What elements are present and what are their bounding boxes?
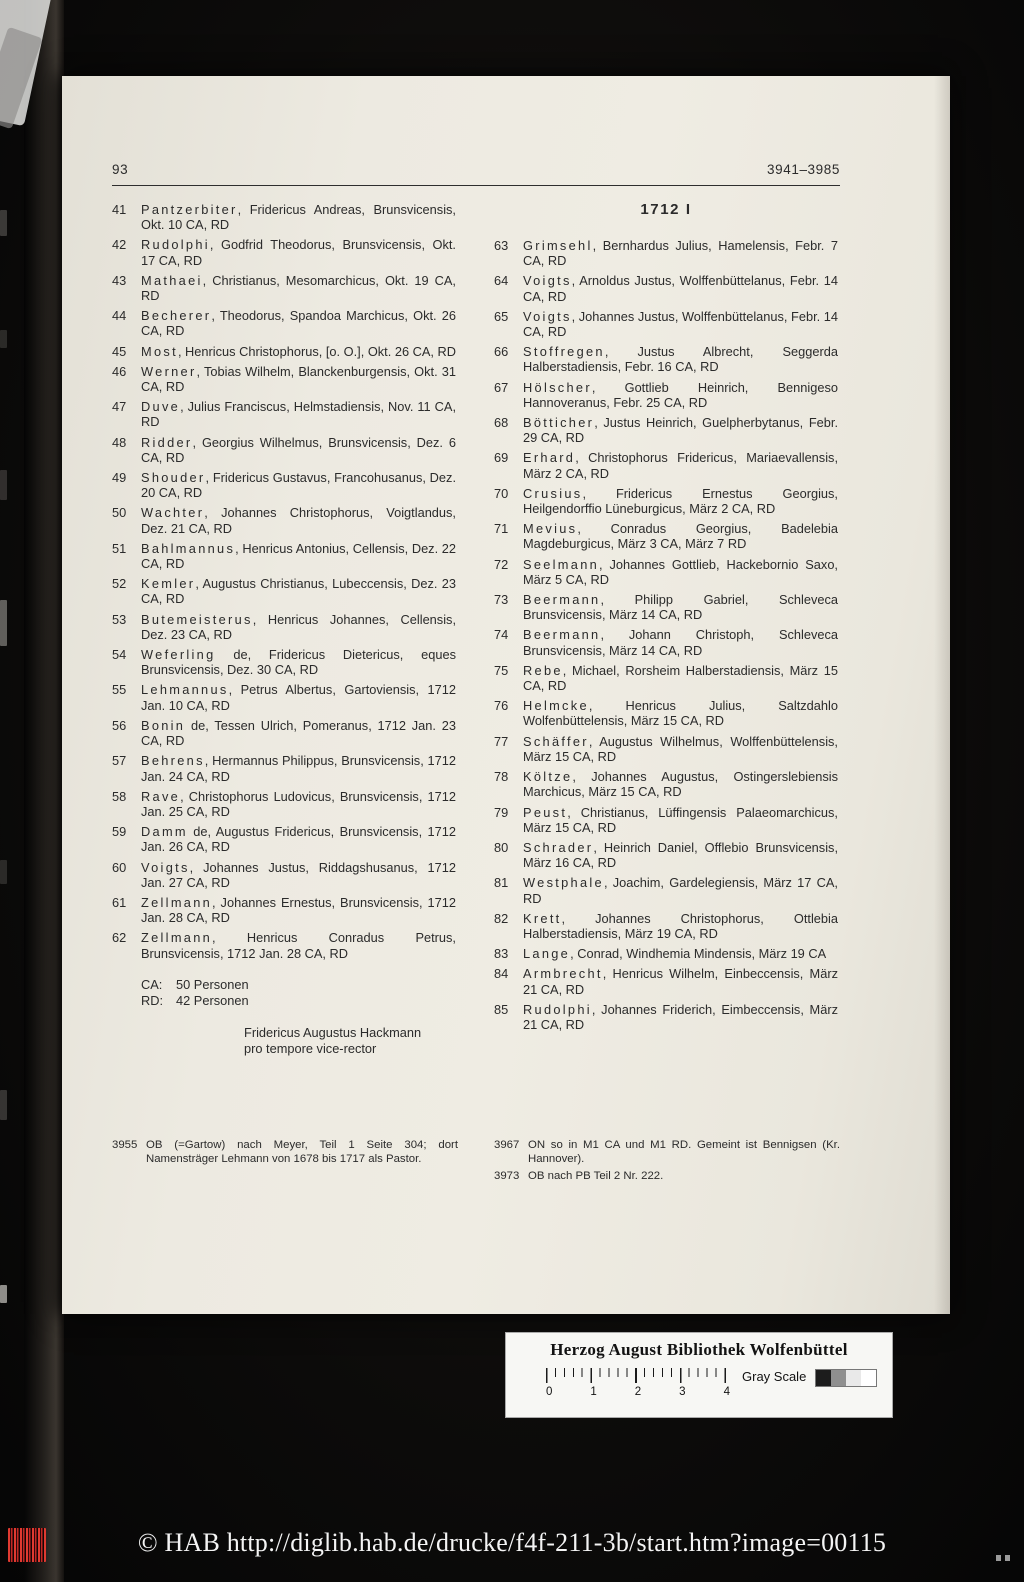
register-entry (112, 930, 456, 960)
entry-details: , Heinrich Daniel, Offlebio Brunsvicensis, März 16 CA, RD (523, 839, 838, 871)
entry-text (523, 380, 838, 410)
entry-number: 45 (112, 343, 127, 359)
entry-text (141, 753, 456, 783)
entry-surname: Crusius (523, 485, 583, 501)
footnotes (112, 1138, 892, 1186)
footnote-text: ON so in M1 CA und M1 RD. Gemeint ist Bennigsen (Kr. Hannover). (528, 1139, 840, 1165)
entry-surname: Lange (523, 946, 571, 962)
entry-details: , Tobias Wilhelm, Blanckenburgensis, Okt. 31 CA, RD (141, 363, 456, 395)
entry-number: 50 (112, 505, 127, 521)
semester-summary (112, 977, 456, 1058)
entry-surname: Peust (523, 804, 568, 820)
page-edge-mark (0, 600, 7, 646)
summary-rd-line (141, 993, 456, 1010)
entry-details: , Johannes Christophorus, Ottlebia Halberstadiensis, März 19 CA, RD (523, 910, 838, 941)
library-name: Herzog August Bibliothek Wolfenbüttel (550, 1340, 848, 1359)
edge-dot (1005, 1555, 1010, 1561)
entry-surname: Helmcke (523, 698, 589, 714)
entry-text (523, 663, 838, 693)
entry-details: , Theodorus, Spandoa Marchicus, Okt. 26 CA, RD (141, 308, 456, 339)
footnote-text: OB nach PB Teil 2 Nr. 222. (528, 1170, 664, 1182)
register-entry (494, 1002, 838, 1032)
entry-details: de, Fridericus Dietericus, eques Brunsvicensis, Dez. 30 CA, RD (141, 647, 456, 678)
entry-text (141, 435, 456, 465)
entry-text (141, 505, 456, 535)
page-edge-mark (0, 330, 7, 348)
entry-details: , Christianus, Mesomarchicus, Okt. 19 CA, RD (141, 272, 456, 304)
entry-text (523, 521, 838, 551)
entry-number: 82 (494, 910, 509, 926)
entry-number: 65 (494, 308, 509, 324)
entry-text (141, 718, 456, 748)
entry-details: , Conradus Georgius, Badelebia Magdeburgicus, März 3 CA, März 7 RD (523, 521, 838, 552)
entry-details: , Philipp Gabriel, Schleveca Brunsvicensis, März 14 CA, RD (523, 592, 838, 623)
footnote-text: OB (=Gartow) nach Meyer, Teil 1 Seite 304; dort Namensträger Lehmann von 1678 bis 1717 als Pastor. (146, 1139, 458, 1165)
register-entry (494, 557, 838, 587)
entry-details: , Julius Franciscus, Helmstadiensis, Nov. 11 CA, RD (141, 399, 456, 430)
entry-surname: Seelmann (523, 556, 600, 572)
entry-details: , Johannes Augustus, Ostingerslebiensis Marchicus, März 15 CA, RD (523, 769, 838, 800)
entry-number: 68 (494, 415, 509, 431)
entry-surname: Lehmannus (141, 682, 229, 698)
entry-number: 61 (112, 894, 127, 910)
entry-text (141, 612, 456, 642)
entry-surname: Armbrecht (523, 966, 603, 982)
entry-number: 60 (112, 859, 127, 875)
entry-surname: Duve (141, 399, 181, 415)
edge-dot (996, 1555, 1001, 1561)
register-entry (112, 541, 456, 571)
register-entry (112, 308, 456, 338)
book-spine (24, 0, 64, 1582)
entry-surname: Becherer (141, 308, 212, 324)
entry-surname: Bonin (141, 717, 186, 733)
ruler-number: 1 (590, 1386, 597, 1398)
entry-details: , Godfrid Theodorus, Brunsvicensis, Okt. 17 CA, RD (141, 237, 456, 268)
register-entry (494, 840, 838, 870)
entry-number: 76 (494, 698, 509, 714)
entry-number: 44 (112, 308, 127, 324)
entry-text (141, 682, 456, 712)
register-entry (494, 663, 838, 693)
entry-number: 52 (112, 576, 127, 592)
entry-text (141, 202, 456, 232)
entry-surname: Weferling (141, 647, 216, 663)
entry-surname: Költze (523, 769, 573, 785)
entry-text (523, 875, 838, 905)
entry-details: de, Augustus Fridericus, Brunsvicensis, 1712 Jan. 26 CA, RD (141, 824, 456, 855)
entry-surname: Damm (141, 824, 188, 840)
entry-number: 46 (112, 363, 127, 379)
rector-name: Fridericus Augustus Hackmann (244, 1024, 422, 1040)
entry-surname: Ridder (141, 434, 193, 450)
entry-number: 57 (112, 753, 127, 769)
register-entry (112, 824, 456, 854)
stamp-body (520, 1368, 878, 1398)
scanner-edge-marks (996, 1555, 1010, 1561)
register-entry (494, 698, 838, 728)
entry-surname: Zellmann (141, 930, 213, 946)
register-entry (494, 450, 838, 480)
left-column (112, 202, 456, 1058)
entry-text (523, 238, 838, 268)
entry-details: , Henricus Christophorus, [o. O.], Okt. 26 CA, RD (177, 343, 457, 359)
entry-number: 85 (494, 1001, 509, 1017)
entry-text (523, 415, 838, 445)
entry-number: 62 (112, 930, 127, 946)
entry-text (523, 592, 838, 622)
entry-text (141, 364, 456, 394)
entry-text (141, 930, 456, 960)
entry-surname: Wachter (141, 505, 205, 521)
ruler (546, 1368, 732, 1398)
entry-surname: Kemler (141, 576, 196, 592)
grayscale-patch-strip (815, 1369, 877, 1387)
entry-text (523, 627, 838, 657)
page-edge-mark (0, 470, 7, 500)
register-entry (494, 344, 838, 374)
entry-number: 54 (112, 647, 127, 663)
entry-surname: Shouder (141, 470, 206, 486)
entry-surname: Bötticher (523, 415, 595, 431)
footnote (112, 1138, 458, 1166)
entry-number: 66 (494, 344, 509, 360)
document-page (62, 76, 950, 1314)
register-entry (112, 576, 456, 606)
section-heading: 1712 I (640, 201, 692, 218)
register-entry (494, 238, 838, 268)
entry-number: 55 (112, 682, 127, 698)
entry-details: , Christophorus Ludovicus, Brunsvicensis, 1712 Jan. 25 CA, RD (141, 788, 456, 819)
entry-details: , Christophorus Fridericus, Mariaevallensis, März 2 CA, RD (523, 450, 838, 481)
entry-details: , Augustus Christianus, Lubeccensis, Dez. 23 CA, RD (141, 576, 456, 607)
entry-text (523, 450, 838, 480)
entry-number: 53 (112, 611, 127, 627)
entry-text (141, 273, 456, 303)
grayscale-patch (846, 1370, 861, 1386)
entry-number: 84 (494, 966, 509, 982)
register-entry (112, 505, 456, 535)
entry-surname: Bahlmannus (141, 540, 236, 556)
footnotes-left (112, 1138, 458, 1186)
entry-surname: Zellmann (141, 894, 213, 910)
register-entry (494, 734, 838, 764)
register-entry (494, 415, 838, 445)
entry-surname: Beermann (523, 592, 601, 608)
entry-details: , Henricus Julius, Saltzdahlo Wolfenbüttelensis, März 15 CA, RD (523, 698, 838, 729)
register-entry (112, 202, 456, 232)
entry-text (523, 911, 838, 941)
entry-number: 78 (494, 769, 509, 785)
entry-text (523, 698, 838, 728)
ruler-number: 3 (679, 1386, 686, 1398)
summary-rd-value: 42 Personen (176, 993, 249, 1009)
entry-text (141, 789, 456, 819)
entry-surname: Most (141, 343, 178, 359)
register-entry (112, 753, 456, 783)
entry-number: 64 (494, 273, 509, 289)
entry-number: 81 (494, 875, 509, 891)
entry-text (523, 344, 838, 374)
entry-surname: Rudolphi (141, 237, 210, 253)
register-entry (112, 647, 456, 677)
entry-text (141, 647, 456, 677)
entry-surname: Erhard (523, 450, 576, 466)
entry-details: , Henricus Antonius, Cellensis, Dez. 22 CA, RD (141, 540, 456, 572)
right-column (494, 202, 838, 1037)
entry-number: 69 (494, 450, 509, 466)
entry-list-left (112, 202, 456, 961)
entry-details: , Petrus Albertus, Gartoviensis, 1712 Jan. 10 CA, RD (141, 682, 456, 713)
entry-surname: Krett (523, 910, 562, 926)
entry-text (523, 734, 838, 764)
entry-surname: Grimsehl (523, 238, 593, 253)
rector-block (244, 1025, 456, 1058)
summary-ca-value: 50 Personen (176, 976, 249, 992)
register-entry (494, 966, 838, 996)
register-entry (494, 486, 838, 516)
register-entry (494, 309, 838, 339)
entry-surname: Mevius (523, 521, 578, 537)
entry-text (523, 966, 838, 996)
entry-number: 51 (112, 540, 127, 556)
register-entry (112, 612, 456, 642)
entry-text (141, 470, 456, 500)
entry-number: 56 (112, 717, 127, 733)
summary-ca-label: CA: (141, 976, 163, 992)
entry-details: , Georgius Wilhelmus, Brunsvicensis, Dez. 6 CA, RD (141, 434, 456, 465)
entry-number: 49 (112, 470, 127, 486)
ruler-ticks (546, 1368, 726, 1383)
entry-details: , Johannes Justus, Riddagshusanus, 1712 Jan. 27 CA, RD (141, 859, 456, 890)
entry-surname: Werner (141, 363, 197, 379)
entry-text (523, 769, 838, 799)
entry-details: , Johann Christoph, Schleveca Brunsvicensis, März 14 CA, RD (523, 627, 838, 658)
grayscale-patch (816, 1370, 831, 1386)
summary-ca-line (141, 977, 456, 994)
grayscale-patch (831, 1370, 846, 1386)
register-entry (112, 718, 456, 748)
entry-details: , Johannes Christophorus, Voigtlandus, Dez. 21 CA, RD (141, 505, 456, 536)
entry-details: , Henricus Johannes, Cellensis, Dez. 23 CA, RD (141, 611, 456, 642)
entry-details: , Hermannus Philippus, Brunsvicensis, 1712 Jan. 24 CA, RD (141, 753, 456, 784)
entry-surname: Rudolphi (523, 1001, 592, 1017)
footnote (494, 1138, 840, 1166)
entry-number: 58 (112, 788, 127, 804)
register-entry (494, 911, 838, 941)
ruler-numbers (546, 1386, 730, 1398)
register-entry (494, 769, 838, 799)
register-entry (112, 344, 456, 359)
entry-range: 3941–3985 (767, 162, 840, 177)
entry-number: 83 (494, 946, 509, 962)
page-header (62, 76, 950, 177)
entry-details: , Fridericus Andreas, Brunsvicensis, Okt. 10 CA, RD (141, 202, 456, 233)
entry-details: , Christianus, Lüffingensis Palaeomarchicus, März 15 CA, RD (523, 804, 838, 835)
register-entry (112, 470, 456, 500)
register-entry (494, 946, 838, 961)
entry-details: , Fridericus Gustavus, Francohusanus, Dez. 20 CA, RD (141, 470, 456, 501)
entry-number: 73 (494, 592, 509, 608)
entry-details: , Bernhardus Julius, Hamelensis, Febr. 7 CA, RD (523, 238, 838, 269)
entry-number: 59 (112, 824, 127, 840)
footnote (494, 1169, 840, 1183)
entry-text (523, 840, 838, 870)
entry-surname: Voigts (523, 308, 572, 324)
entry-details: , Johannes Gottlieb, Hackebornio Saxo, März 5 CA, RD (523, 556, 838, 587)
register-entry (112, 364, 456, 394)
entry-number: 41 (112, 202, 127, 217)
copyright-credit: © HAB http://diglib.hab.de/drucke/f4f-211-3b/start.htm?image=00115 (137, 1528, 887, 1557)
entry-details: , Justus Heinrich, Guelpherbytanus, Febr. 29 CA, RD (523, 415, 838, 446)
register-entry (494, 380, 838, 410)
entry-text (141, 541, 456, 571)
entry-surname: Voigts (523, 273, 572, 289)
entry-number: 70 (494, 485, 509, 501)
entry-number: 75 (494, 662, 509, 678)
entry-details: , Johannes Justus, Wolffenbüttelanus, Febr. 14 CA, RD (523, 308, 838, 340)
register-entry (112, 789, 456, 819)
entry-surname: Hölscher (523, 379, 592, 395)
entry-surname: Mathaei (141, 272, 203, 288)
entry-details: , Conrad, Windhemia Mindensis, März 19 CA (570, 946, 827, 962)
entry-details: , Augustus Wilhelmus, Wolffenbüttelensis, März 15 CA, RD (523, 733, 838, 764)
entry-number: 42 (112, 237, 127, 253)
page-edge-mark (0, 210, 7, 236)
entry-text (523, 557, 838, 587)
register-columns (62, 186, 950, 1058)
entry-surname: Westphale (523, 875, 604, 891)
entry-surname: Pantzerbiter (141, 202, 238, 217)
entry-details: , Gottlieb Heinrich, Bennigeso Hannoveranus, Febr. 25 CA, RD (523, 379, 838, 410)
entry-surname: Rave (141, 788, 181, 804)
page-edge-mark (0, 1285, 7, 1303)
entry-text (523, 309, 838, 339)
entry-details: , Henricus Wilhelm, Einbeccensis, März 21 CA, RD (523, 966, 838, 997)
entry-text (141, 824, 456, 854)
entry-details: , Joachim, Gardelegiensis, März 17 CA, RD (523, 875, 838, 906)
entry-text (141, 895, 456, 925)
register-entry (112, 682, 456, 712)
entry-details: , Fridericus Ernestus Georgius, Heilgendorffio Lüneburgicus, März 2 CA, RD (523, 485, 838, 517)
entry-surname: Rebe (523, 662, 563, 678)
register-entry (112, 399, 456, 429)
register-entry (112, 895, 456, 925)
entry-text (523, 1002, 838, 1032)
register-entry (494, 592, 838, 622)
entry-details: , Henricus Conradus Petrus, Brunsvicensis, 1712 Jan. 28 CA, RD (141, 930, 456, 961)
entry-details: , Johannes Friderich, Eimbeccensis, März 21 CA, RD (523, 1001, 838, 1032)
entry-text (523, 486, 838, 516)
entry-details: , Michael, Rorsheim Halberstadiensis, März 15 CA, RD (523, 662, 838, 694)
entry-number: 77 (494, 733, 509, 749)
entry-details: , Johannes Ernestus, Brunsvicensis, 1712 Jan. 28 CA, RD (141, 894, 456, 926)
entry-number: 79 (494, 804, 509, 820)
entry-surname: Schäffer (523, 733, 589, 749)
grayscale-label: Gray Scale (742, 1369, 807, 1384)
entry-text (141, 344, 456, 359)
summary-rd-label: RD: (141, 993, 164, 1009)
entry-list-right (494, 238, 838, 1032)
entry-surname: Schrader (523, 839, 594, 855)
entry-details: de, Tessen Ulrich, Pomeranus, 1712 Jan. 23 CA, RD (141, 717, 456, 749)
entry-surname: Voigts (141, 859, 190, 875)
register-entry (494, 627, 838, 657)
entry-number: 67 (494, 379, 509, 395)
entry-surname: Beermann (523, 627, 601, 643)
entry-number: 72 (494, 556, 509, 572)
entry-text (141, 399, 456, 429)
entry-number: 48 (112, 434, 127, 450)
register-entry (494, 875, 838, 905)
entry-text (523, 273, 838, 303)
footnote-number: 3973 (494, 1170, 520, 1182)
footnotes-right (494, 1138, 840, 1186)
entry-surname: Butemeisterus (141, 611, 253, 627)
register-entry (494, 521, 838, 551)
footnote-number: 3955 (112, 1139, 138, 1151)
entry-details: , Justus Albrecht, Seggerda Halberstadiensis, Febr. 16 CA, RD (523, 344, 838, 375)
entry-text (523, 805, 838, 835)
register-entry (112, 435, 456, 465)
page-edge-mark (0, 860, 7, 884)
grayscale-patch (861, 1370, 876, 1386)
entry-number: 43 (112, 272, 127, 288)
ruler-number: 4 (723, 1386, 730, 1398)
entry-details: , Arnoldus Justus, Wolffenbüttelanus, Febr. 14 CA, RD (523, 273, 838, 304)
register-entry (494, 805, 838, 835)
entry-surname: Stoffregen (523, 344, 605, 360)
register-entry (112, 237, 456, 267)
ruler-number: 0 (546, 1386, 553, 1398)
register-entry (112, 273, 456, 303)
entry-text (141, 860, 456, 890)
ruler-number: 2 (634, 1386, 642, 1398)
page-edge-mark (0, 1090, 7, 1120)
entry-text (523, 946, 838, 961)
entry-number: 63 (494, 238, 509, 253)
entry-number: 74 (494, 627, 509, 643)
rector-title: pro tempore vice-rector (244, 1041, 377, 1057)
library-calibration-stamp (505, 1332, 893, 1418)
footnote-number: 3967 (494, 1139, 520, 1151)
entry-number: 80 (494, 839, 509, 855)
register-entry (112, 860, 456, 890)
register-entry (494, 273, 838, 303)
entry-surname: Behrens (141, 753, 205, 769)
entry-text (141, 237, 456, 267)
entry-number: 71 (494, 521, 509, 537)
page-number: 93 (112, 162, 129, 177)
entry-text (141, 308, 456, 338)
entry-text (141, 576, 456, 606)
entry-number: 47 (112, 399, 127, 415)
